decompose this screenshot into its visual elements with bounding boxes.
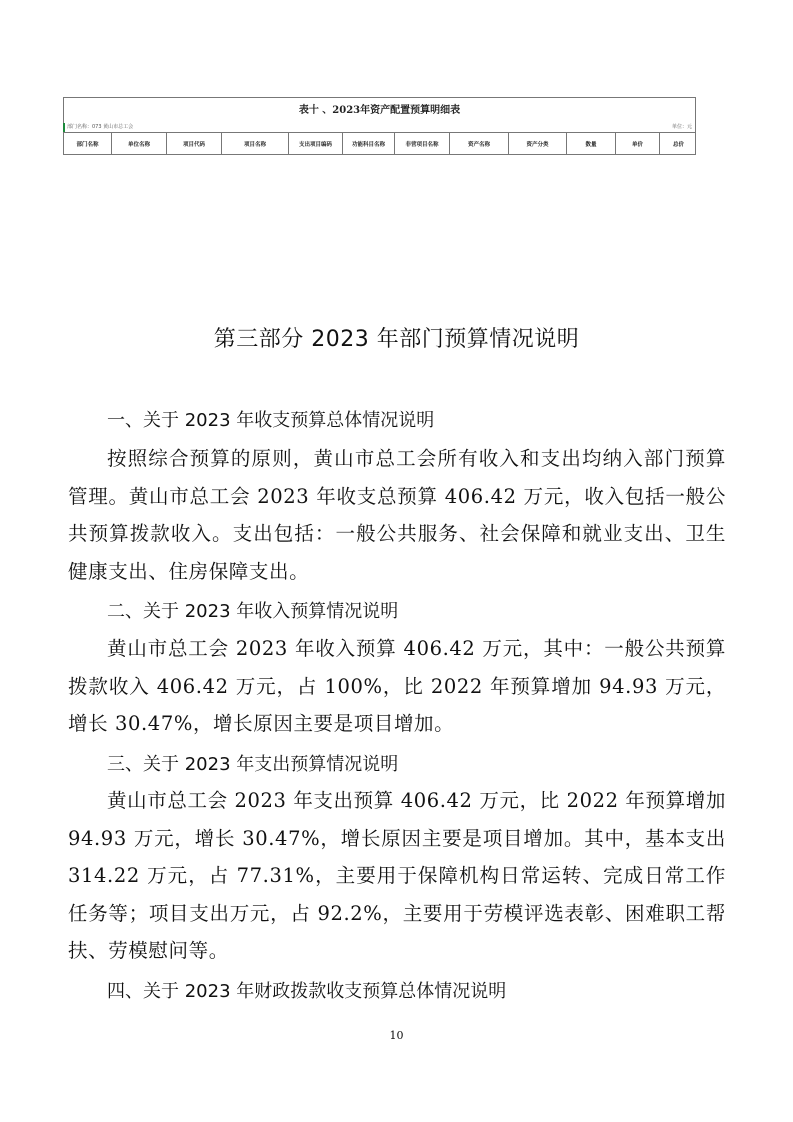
asset-allocation-table: [63, 97, 696, 155]
section-paragraph: 黄山市总工会 2023 年支出预算 406.42 万元，比 2022 年预算增加 94.93 万元，增长 30.47%，增长原因主要是项目增加。其中，基本支出 314.22 万元，占 77.31%，主要用于保障机构日常运转、完成日常工作任务等；项目支出万元，占 92.2%，主要用于劳模评选表彰、困难职工帮扶、劳模慰问等。: [68, 789, 726, 963]
table-header-row: [63, 132, 696, 155]
table-dept-label: 部门名称：073 黄山市总工会: [67, 124, 134, 130]
section-heading: 四、关于 2023 年财政拨款收支预算总体情况说明: [107, 981, 507, 1002]
section-heading: 三、关于 2023 年支出预算情况说明: [107, 754, 399, 775]
section-heading: 一、关于 2023 年收支预算总体情况说明: [107, 410, 435, 431]
page-number: 10: [389, 1029, 404, 1042]
section-heading: 二、关于 2023 年收入预算情况说明: [107, 601, 399, 622]
table-header-cell: 部门名称: [64, 133, 112, 154]
table-unit-label: 单位：元: [671, 124, 692, 130]
table-header-cell: 资产分类: [509, 133, 567, 154]
table-header-cell: 项目名称: [222, 133, 289, 154]
table-header-cell: 功能科目名称: [343, 133, 395, 154]
table-header-cell: 非营项目名称: [395, 133, 450, 154]
table-header-cell: 单价: [616, 133, 660, 154]
table-header-cell: 单位名称: [112, 133, 167, 154]
cell-marker: [63, 123, 65, 132]
table-title: 表十 、2023年资产配置预算明细表: [63, 97, 696, 123]
table-header-cell: 总价: [672, 141, 684, 148]
part-title: 第三部分 2023 年部门预算情况说明: [213, 327, 580, 352]
table-meta: [63, 123, 696, 132]
section-paragraph: 黄山市总工会 2023 年收入预算 406.42 万元，其中：一般公共预算拨款收入 406.42 万元，占 100%，比 2022 年预算增加 94.93 万元，增长 30.47%，增长原因主要是项目增加。: [68, 637, 726, 736]
table-header-cell: 数量: [567, 133, 616, 154]
section-paragraph: 按照综合预算的原则，黄山市总工会所有收入和支出均纳入部门预算管理。黄山市总工会 2023 年收支总预算 406.42 万元，收入包括一般公共预算拨款收入。支出包括：一般公共服务、社会保障和就业支出、卫生健康支出、住房保障支出。: [68, 447, 726, 583]
table-header-cell: 资产名称: [450, 133, 509, 154]
table-header-cell: 支出项目编码: [289, 133, 343, 154]
table-header-cell: 项目代码: [167, 133, 222, 154]
